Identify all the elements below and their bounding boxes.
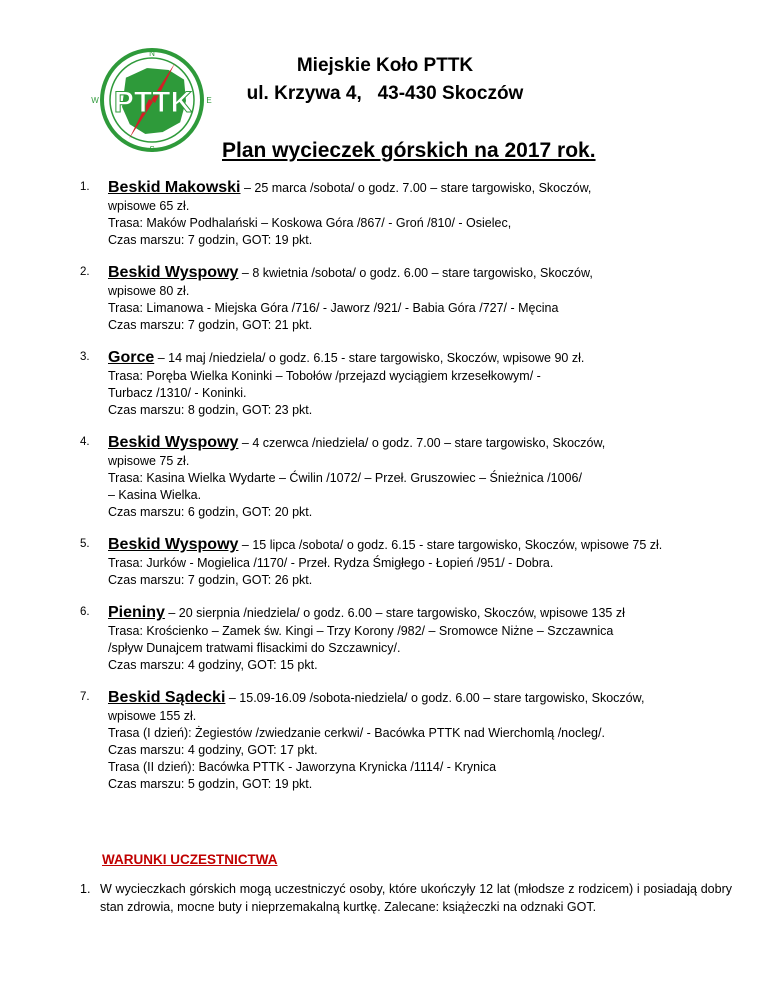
trip-number: 4. bbox=[80, 436, 90, 448]
condition-item bbox=[80, 880, 732, 916]
trip-details: – 8 kwietnia /sobota/ o godz. 6.00 – stare targowisko, Skoczów, bbox=[238, 266, 593, 280]
compass-n: N bbox=[149, 49, 155, 58]
trip-info-line: Turbacz /1310/ - Koninki. bbox=[108, 386, 247, 400]
pttk-logo bbox=[87, 45, 217, 155]
trip-number: 1. bbox=[80, 181, 90, 193]
trip-item bbox=[80, 603, 740, 674]
trip-info-line: Czas marszu: 5 godzin, GOT: 19 pkt. bbox=[108, 777, 313, 791]
trip-info-line: Czas marszu: 6 godzin, GOT: 20 pkt. bbox=[108, 505, 313, 519]
trip-info-line: wpisowe 75 zł. bbox=[108, 454, 190, 468]
trip-item bbox=[80, 688, 740, 793]
trip-info-line: – Kasina Wielka. bbox=[108, 488, 202, 502]
trip-details: – 20 sierpnia /niedziela/ o godz. 6.00 – stare targowisko, Skoczów, wpisowe 135 zł bbox=[164, 606, 625, 620]
trip-info-line: Trasa: Jurków - Mogielica /1170/ - Przeł. Rydza Śmigłego - Łopień /951/ - Dobra. bbox=[108, 556, 554, 570]
organization-name: Miejskie Koło PTTK bbox=[296, 55, 474, 76]
trip-details: – 4 czerwca /niedziela/ o godz. 7.00 – stare targowisko, Skoczów, bbox=[238, 436, 606, 450]
compass-e: E bbox=[206, 96, 212, 105]
trip-number: 3. bbox=[80, 351, 90, 363]
trip-info-line: Czas marszu: 4 godziny, GOT: 17 pkt. bbox=[108, 743, 318, 757]
trip-info-line: Czas marszu: 7 godzin, GOT: 26 pkt. bbox=[108, 573, 313, 587]
conditions-title: WARUNKI UCZESTNICTWA bbox=[102, 852, 278, 867]
trip-info-line: /spływ Dunajcem tratwami flisackimi do Szczawnicy/. bbox=[108, 641, 401, 655]
trip-item bbox=[80, 535, 740, 589]
trip-range-name: Beskid Wyspowy bbox=[108, 434, 239, 451]
trip-info-line: Trasa: Kasina Wielka Wydarte – Ćwilin /1072/ – Przeł. Gruszowiec – Śnieżnica /1006/ bbox=[108, 471, 582, 485]
trip-range-name: Beskid Sądecki bbox=[108, 689, 226, 706]
trip-number: 5. bbox=[80, 538, 90, 550]
condition-number: 1. bbox=[80, 882, 91, 896]
trip-info-line: wpisowe 155 zł. bbox=[108, 709, 197, 723]
trip-info-line: Trasa: Limanowa - Miejska Góra /716/ - Jaworz /921/ - Babia Góra /727/ - Męcina bbox=[108, 301, 559, 315]
trip-number: 2. bbox=[80, 266, 90, 278]
trip-range-name: Beskid Wyspowy bbox=[108, 536, 239, 553]
trip-item bbox=[80, 178, 740, 249]
trip-info-line: Czas marszu: 8 godzin, GOT: 23 pkt. bbox=[108, 403, 313, 417]
trip-number: 7. bbox=[80, 691, 90, 703]
trip-info-line: Trasa: Maków Podhalański – Koskowa Góra /867/ - Groń /810/ - Osielec, bbox=[108, 216, 512, 230]
trip-item bbox=[80, 348, 740, 419]
trip-details: – 25 marca /sobota/ o godz. 7.00 – stare targowisko, Skoczów, bbox=[240, 181, 592, 195]
trip-info-line: Trasa (I dzień): Żegiestów /zwiedzanie cerkwi/ - Bacówka PTTK nad Wierchomlą /nocleg/. bbox=[108, 726, 605, 740]
trip-info-line: Trasa: Krościenko – Zamek św. Kingi – Trzy Korony /982/ – Sromowce Niżne – Szczawnica bbox=[108, 624, 614, 638]
trip-info-line: wpisowe 80 zł. bbox=[108, 284, 190, 298]
organization-header bbox=[230, 52, 540, 108]
logo-text: PTTK bbox=[113, 86, 193, 119]
trip-info-line: Trasa: Poręba Wielka Koninki – Tobołów /przejazd wyciągiem krzesełkowym/ - bbox=[108, 369, 541, 383]
trip-range-name: Beskid Wyspowy bbox=[108, 264, 239, 281]
trip-range-name: Gorce bbox=[108, 349, 155, 366]
trip-item bbox=[80, 263, 740, 334]
page-title: Plan wycieczek górskich na 2017 rok. bbox=[222, 139, 596, 162]
trip-info-line: Czas marszu: 7 godzin, GOT: 21 pkt. bbox=[108, 318, 313, 332]
trip-range-name: Beskid Makowski bbox=[108, 179, 241, 196]
trip-info-line: wpisowe 65 zł. bbox=[108, 199, 190, 213]
organization-address: ul. Krzywa 4, 43-430 Skoczów bbox=[246, 83, 524, 104]
trip-info-line: Czas marszu: 7 godzin, GOT: 19 pkt. bbox=[108, 233, 313, 247]
condition-text: W wycieczkach górskich mogą uczestniczyć osoby, które ukończyły 12 lat (młodsze z rodzicem) i posiadają dobry stan zdrowia, mocne buty i nieprzemakalną kurtkę. Zalecane: książeczki na odznaki GOT. bbox=[100, 882, 732, 914]
compass-s: S bbox=[149, 145, 155, 154]
trip-item bbox=[80, 433, 740, 521]
trip-details: – 14 maj /niedziela/ o godz. 6.15 - stare targowisko, Skoczów, wpisowe 90 zł. bbox=[154, 351, 585, 365]
trip-range-name: Pieniny bbox=[108, 604, 165, 621]
trip-details: – 15.09-16.09 /sobota-niedziela/ o godz. 6.00 – stare targowisko, Skoczów, bbox=[225, 691, 645, 705]
trip-info-line: Czas marszu: 4 godziny, GOT: 15 pkt. bbox=[108, 658, 318, 672]
trip-details: – 15 lipca /sobota/ o godz. 6.15 - stare targowisko, Skoczów, wpisowe 75 zł. bbox=[238, 538, 663, 552]
compass-w: W bbox=[91, 96, 99, 105]
trip-list bbox=[80, 178, 740, 807]
trip-number: 6. bbox=[80, 606, 90, 618]
trip-info-line: Trasa (II dzień): Bacówka PTTK - Jaworzyna Krynicka /1114/ - Krynica bbox=[108, 760, 497, 774]
